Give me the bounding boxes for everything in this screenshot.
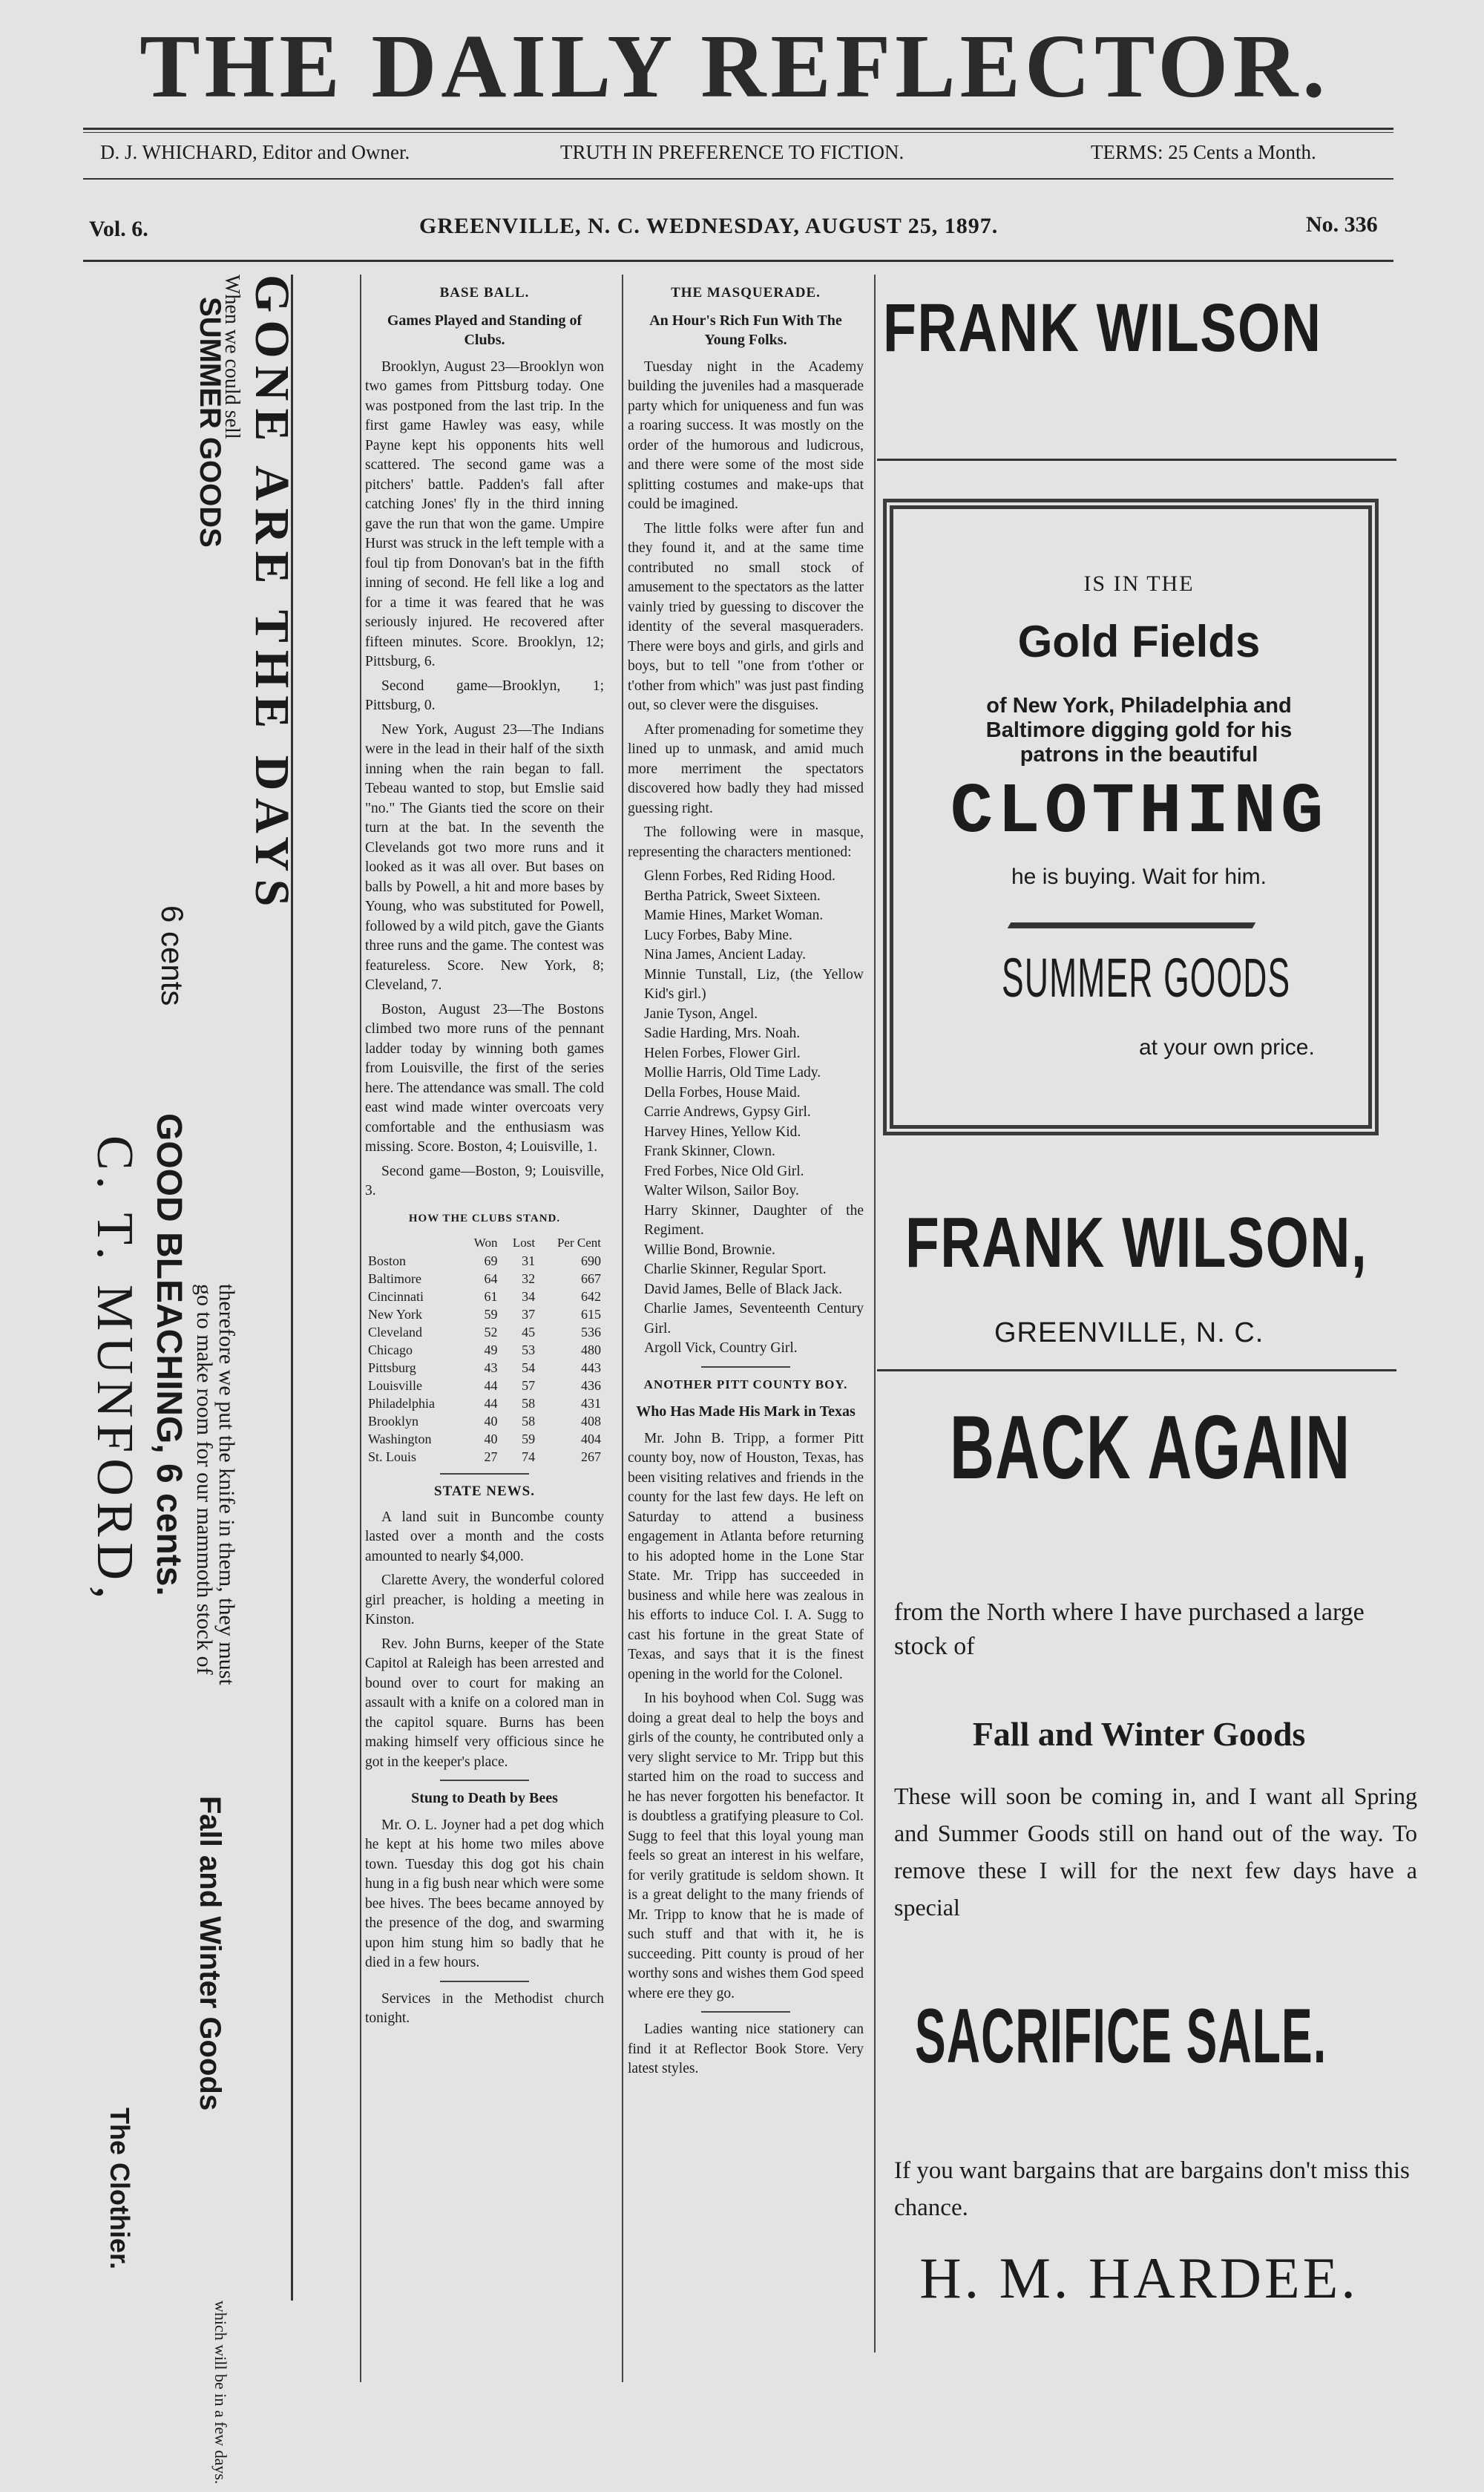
- standings-cell: 58: [522, 1396, 536, 1411]
- character-item: Carrie Andrews, Gypsy Girl.: [644, 1104, 811, 1120]
- standings-row: [365, 1394, 604, 1412]
- character-item: Minnie Tunstall, Liz, (the Yellow Kid's girl.): [644, 966, 864, 1002]
- standings-team: Brooklyn: [368, 1414, 419, 1429]
- standings-cell: 431: [581, 1396, 601, 1411]
- wilson-place: GREENVILLE, N. C.: [994, 1317, 1264, 1348]
- hardee-sale: SACRIFICE SALE.: [915, 1993, 1327, 2079]
- standings-cell: 31: [522, 1253, 536, 1268]
- standings-cell: 536: [581, 1325, 601, 1340]
- wilson-hardee-rule: [877, 1369, 1396, 1371]
- standings-cell: 57: [522, 1378, 536, 1393]
- standings-cell: 59: [484, 1307, 498, 1322]
- standings-team: Cincinnati: [368, 1289, 424, 1304]
- standings-row: [365, 1323, 604, 1341]
- standings-cell: 64: [484, 1271, 498, 1286]
- character-item: Mollie Harris, Old Time Lady.: [644, 1065, 821, 1081]
- wilson-gold-fields: Gold Fields: [1017, 617, 1261, 666]
- standings-cell: 69: [484, 1253, 498, 1268]
- masquerade-paragraph: The little folks were after fun and they found it, and at the same time contributed no small stock of amusement to the spectators as the latter vainly tried by guessing to discover the identity of the several masqueraders. There were boys and girls, and girls and boys, but to tell "one from t'other or t'other from which" was just past finding out, so clever were the disguises.: [628, 520, 864, 713]
- column-rule-1: [360, 275, 361, 2382]
- standings-cell: 40: [484, 1414, 498, 1429]
- standings-table: [365, 1234, 604, 1466]
- baseball-paragraph: New York, August 23—The Indians were in the lead in their half of the sixth inning when the rain began to fall. Tebeau wanted to stop, but Emslie said "no." The Giants tied the score on their turn at the bat. In the seventh the Clevelands got two more runs and it looked as it was all over. But bases on balls by Powell, a hit and more bases by Young, who was substituted for Powell, followed by a wild pitch, gave the Giants three runs and the game. The contest was featureless. Score. New York, 8; Cleveland, 7.: [365, 721, 604, 993]
- character-item: Fred Forbes, Nice Old Girl.: [644, 1163, 804, 1179]
- masquerade-subheading: An Hour's Rich Fun With The Young Folks.: [649, 312, 842, 348]
- standings-cell: 267: [581, 1449, 601, 1464]
- masthead-title: THE DAILY REFLECTOR.: [139, 16, 1330, 117]
- standings-row: [365, 1288, 604, 1305]
- standings-cell: 37: [522, 1307, 536, 1322]
- munford-merchant: C. T. MUNFORD,: [86, 1135, 143, 1605]
- character-item: Nina James, Ancient Laday.: [644, 947, 807, 963]
- standings-cell: 32: [522, 1271, 536, 1286]
- divider: [440, 1981, 529, 1982]
- state-news-heading: STATE NEWS.: [434, 1483, 535, 1499]
- standings-team: Chicago: [368, 1342, 413, 1357]
- standings-header: Per Cent: [556, 1236, 601, 1250]
- masthead-rule-top-thin: [83, 132, 1393, 133]
- munford-fall-winter: Fall and Winter Goods: [194, 1796, 226, 2111]
- issue-number: No. 336: [1306, 212, 1378, 237]
- wilson-clothing: CLOTHING: [950, 772, 1328, 853]
- character-list: [628, 867, 864, 1359]
- stationery-notice: Ladies wanting nice stationery can find it at Reflector Book Store. Very latest styles.: [628, 2022, 864, 2076]
- masquerade-paragraph: After promenading for sometime they lined up to unmask, and amid much more merriment the spectators discovered how badly they had missed guessing right.: [628, 721, 864, 816]
- standings-row: [365, 1341, 604, 1359]
- character-item: Della Forbes, House Maid.: [644, 1084, 801, 1101]
- standings-cell: 74: [522, 1449, 536, 1464]
- standings-team: Washington: [368, 1432, 432, 1446]
- masquerade-column: [628, 276, 864, 2084]
- munford-title: The Clothier.: [105, 2108, 135, 2270]
- wilson-summer-goods: SUMMER GOODS: [1002, 947, 1291, 1009]
- divider: [440, 1473, 529, 1475]
- standings-row: [365, 1270, 604, 1288]
- standings-team: Pittsburg: [368, 1360, 416, 1375]
- standings-cell: 61: [484, 1289, 498, 1304]
- divider: [701, 2011, 790, 2013]
- terms-line: TERMS: 25 Cents a Month.: [1091, 141, 1316, 163]
- wilson-line3: patrons in the beautiful: [1020, 743, 1258, 767]
- standings-cell: 52: [484, 1325, 498, 1340]
- baseball-paragraph: Brooklyn, August 23—Brooklyn won two games from Pittsburg today. One was postponed from the last trip. In the first game Hawley was easy, while Payne kept his opponents hits well scattered. The second game was a pitchers' battle. Padden's fall after catching Jones' fly in the third inning gave the run that won the game. Umpire Hurst was struck in the left temple with a foul tip from Donovan's bat in the fifth inning of second. He fell like a log and for a time it was feared that he was seriously injured. He recovered after fifteen minutes. Score. Brooklyn, 12; Pittsburg, 6.: [365, 358, 604, 669]
- state-news-paragraph: A land suit in Buncombe county lasted over a month and the costs amounted to nearly $4,000.: [365, 1509, 604, 1564]
- pitt-boy-heading: ANOTHER PITT COUNTY BOY.: [643, 1377, 848, 1391]
- editor-line: D. J. WHICHARD, Editor and Owner.: [100, 141, 410, 163]
- character-item: Harvey Hines, Yellow Kid.: [644, 1124, 801, 1140]
- bees-paragraph: Mr. O. L. Joyner had a pet dog which he kept at his home two miles above town. Tuesday this dog got his chain hung in a fig bush near which were some bee hives. The bees became annoyed by the presence of the dog, and swarming upon him stung him so badly that he died in a few hours.: [365, 1817, 604, 1970]
- character-item: Lucy Forbes, Baby Mine.: [644, 927, 792, 943]
- munford-advert: [68, 275, 299, 2485]
- character-item: Walter Wilson, Sailor Boy.: [644, 1183, 799, 1199]
- standings-row: [365, 1412, 604, 1430]
- standings-cell: 690: [581, 1253, 601, 1268]
- state-news-paragraph: Clarette Avery, the wonderful colored girl preacher, is holding a meeting in Kinston.: [365, 1573, 604, 1627]
- baseball-paragraph: Second game—Boston, 9; Louisville, 3.: [365, 1163, 604, 1199]
- dateline: GREENVILLE, N. C. WEDNESDAY, AUGUST 25, 1897.: [419, 214, 999, 238]
- masquerade-heading: THE MASQUERADE.: [671, 285, 821, 301]
- standings-team: Boston: [368, 1253, 407, 1268]
- hardee-goods: Fall and Winter Goods: [972, 1715, 1306, 1753]
- standings-team: Louisville: [368, 1378, 422, 1393]
- standings-header: Won: [473, 1236, 498, 1250]
- standings-cell: 615: [581, 1307, 601, 1322]
- column-rule-3: [874, 275, 876, 2352]
- standings-cell: 480: [581, 1342, 601, 1357]
- wilson-dash-ornament: [1008, 922, 1256, 928]
- wilson-is-in: IS IN THE: [1083, 571, 1195, 596]
- munford-summer-goods: SUMMER GOODS: [194, 297, 226, 548]
- character-item: David James, Belle of Black Jack.: [644, 1281, 842, 1297]
- standings-team: Cleveland: [368, 1325, 422, 1340]
- munford-headline: GONE ARE THE DAYS: [245, 275, 299, 914]
- standings-cell: 408: [581, 1414, 601, 1429]
- character-item: Charlie James, Seventeenth Century Girl.: [644, 1301, 864, 1337]
- standings-cell: 58: [522, 1414, 536, 1429]
- standings-team: St. Louis: [368, 1449, 417, 1464]
- character-item: Harry Skinner, Daughter of the Regiment.: [644, 1202, 864, 1238]
- wilson-buying: he is buying. Wait for him.: [1011, 865, 1267, 889]
- character-item: Bertha Patrick, Sweet Sixteen.: [644, 888, 821, 904]
- baseball-heading: BASE BALL.: [439, 285, 530, 301]
- standings-title: HOW THE CLUBS STAND.: [408, 1212, 561, 1224]
- wilson-price: at your own price.: [1139, 1035, 1315, 1060]
- standings-cell: 27: [484, 1449, 498, 1464]
- wilson-line1: of New York, Philadelphia and: [986, 694, 1292, 718]
- standings-cell: 443: [581, 1360, 601, 1375]
- character-item: Sadie Harding, Mrs. Noah.: [644, 1026, 801, 1041]
- standings-cell: 436: [581, 1378, 601, 1393]
- wilson-name-top: FRANK WILSON: [883, 290, 1322, 366]
- masthead-rule-bottom: [83, 260, 1393, 262]
- masquerade-paragraph: The following were in masque, representing the characters mentioned:: [628, 824, 864, 860]
- hardee-merchant: H. M. HARDEE.: [919, 2246, 1359, 2310]
- standings-team: New York: [368, 1307, 423, 1322]
- standings-row: [365, 1305, 604, 1323]
- standings-team: Baltimore: [368, 1271, 421, 1286]
- standings-header: Lost: [512, 1236, 536, 1250]
- baseball-column: [365, 276, 604, 2033]
- character-item: Frank Skinner, Clown.: [644, 1144, 775, 1159]
- munford-bleaching: GOOD BLEACHING, 6 cents.: [149, 1113, 188, 1596]
- standings-cell: 53: [522, 1342, 536, 1357]
- wilson-rule: [877, 459, 1396, 461]
- standings-cell: 34: [522, 1289, 536, 1304]
- standings-row: [365, 1252, 604, 1270]
- services-notice: Services in the Methodist church tonight.: [365, 1990, 604, 2026]
- standings-row: [365, 1377, 604, 1394]
- hardee-text1: from the North where I have purchased a large stock of: [894, 1599, 1365, 1660]
- pitt-boy-paragraph: In his boyhood when Col. Sugg was doing a great deal to help the boys and girls of the county, he contributed only a very slight service to Mr. Tripp but this started him on the road to success and he has never forgotten his benefactor. It is doubtless a gratifying pleasure to Col. Sugg to feel that this loyal young man feels so great an interest in his welfare, for verily gratitude is seldom shown. It is a great delight to the many friends of Mr. Tripp to know that he is made of such stuff and that with it, he is succeeding. Pitt county is proud of her worthy sons and wishes them God speed where ere they go.: [628, 1691, 864, 2001]
- character-item: Mamie Hines, Market Woman.: [644, 908, 824, 923]
- volume-number: Vol. 6.: [89, 217, 148, 241]
- character-item: Willie Bond, Brownie.: [644, 1242, 775, 1258]
- column-rule-2: [622, 275, 623, 2382]
- masthead-rule-top: [83, 128, 1393, 130]
- munford-line3: therefore we put the knife in them, they must: [214, 1284, 239, 1685]
- motto-line: TRUTH IN PREFERENCE TO FICTION.: [560, 141, 904, 163]
- hardee-text2: These will soon be coming in, and I want all Spring and Summer Goods still on hand out of the way. To remove these I will for the next few days have a special: [894, 1783, 1417, 1921]
- munford-price: 6 cents: [155, 905, 190, 1006]
- baseball-subheading: Games Played and Standing of Clubs.: [387, 312, 582, 348]
- standings-row: [365, 1430, 604, 1448]
- baseball-paragraph: Boston, August 23—The Bostons climbed two more runs of the pennant ladder today by winning both games from Louisville, the first of the series here. The attendance was small. The cold east wind made winter overcoats very comfortable and the enthusiasm was missing. Score. Boston, 4; Louisville, 1.: [365, 1001, 604, 1155]
- standings-cell: 44: [484, 1396, 498, 1411]
- standings-cell: 642: [581, 1289, 601, 1304]
- standings-cell: 667: [581, 1271, 601, 1286]
- character-item: Glenn Forbes, Red Riding Hood.: [644, 868, 835, 884]
- standings-cell: 404: [581, 1432, 601, 1446]
- munford-line4: go to make room for our mammoth stock of: [192, 1284, 217, 1675]
- hardee-text3: If you want bargains that are bargains don't miss this chance.: [894, 2157, 1410, 2221]
- character-item: Argoll Vick, Country Girl.: [644, 1340, 798, 1356]
- state-news-paragraph: Rev. John Burns, keeper of the State Capitol at Raleigh has been arrested and bound over to court for making an assault with a knife on a colored man in the capitol square. Burns has been making himself very officious since he got in the keeper's place.: [365, 1636, 604, 1770]
- standings-cell: 40: [484, 1432, 498, 1446]
- standings-cell: 49: [484, 1342, 498, 1357]
- standings-header: [365, 1234, 462, 1252]
- masquerade-paragraph: Tuesday night in the Academy building the juveniles had a masquerade party which for uniqueness and fun was a roaring success. It was mostly on the order of the humorous and ludicrous, and there were some of the most side splitting costumes and make-ups that could be imagined.: [628, 358, 864, 512]
- standings-team: Philadelphia: [368, 1396, 435, 1411]
- munford-line1: When we could sell: [220, 275, 243, 439]
- bees-heading: Stung to Death by Bees: [411, 1790, 558, 1806]
- pitt-boy-paragraph: Mr. John B. Tripp, a former Pitt county boy, now of Houston, Texas, has been visiting relatives and friends in the county for the last few days. He left on Saturday to attend a business engagement in Atlanta before returning to his adopted home in the Lone Star State. Mr. Tripp has succeeded in business and while here was zealous in his efforts to induce Col. I. A. Sugg to cast his fortune in the great State of Texas, and says that it is the finest opening in the world for the Colonel.: [628, 1430, 864, 1682]
- standings-cell: 43: [484, 1360, 498, 1375]
- character-item: Charlie Skinner, Regular Sport.: [644, 1262, 827, 1277]
- standings-cell: 59: [522, 1432, 536, 1446]
- hardee-headline: BACK AGAIN: [950, 1397, 1351, 1498]
- baseball-paragraph: Second game—Brooklyn, 1; Pittsburg, 0.: [365, 678, 604, 713]
- character-item: Janie Tyson, Angel.: [644, 1006, 758, 1022]
- standings-row: [365, 1359, 604, 1377]
- divider: [701, 1366, 790, 1368]
- standings-cell: 44: [484, 1378, 498, 1393]
- wilson-line2: Baltimore digging gold for his: [985, 718, 1293, 742]
- standings-cell: 54: [522, 1360, 536, 1375]
- character-item: Helen Forbes, Flower Girl.: [644, 1045, 801, 1061]
- munford-line6: which will be in a few days.: [211, 2301, 230, 2485]
- standings-row: [365, 1448, 604, 1466]
- masthead-rule-mid: [83, 178, 1393, 180]
- wilson-name-bottom: FRANK WILSON,: [905, 1203, 1368, 1282]
- pitt-boy-subheading: Who Has Made His Mark in Texas: [636, 1403, 856, 1420]
- standings-cell: 45: [522, 1325, 536, 1340]
- divider: [440, 1780, 529, 1781]
